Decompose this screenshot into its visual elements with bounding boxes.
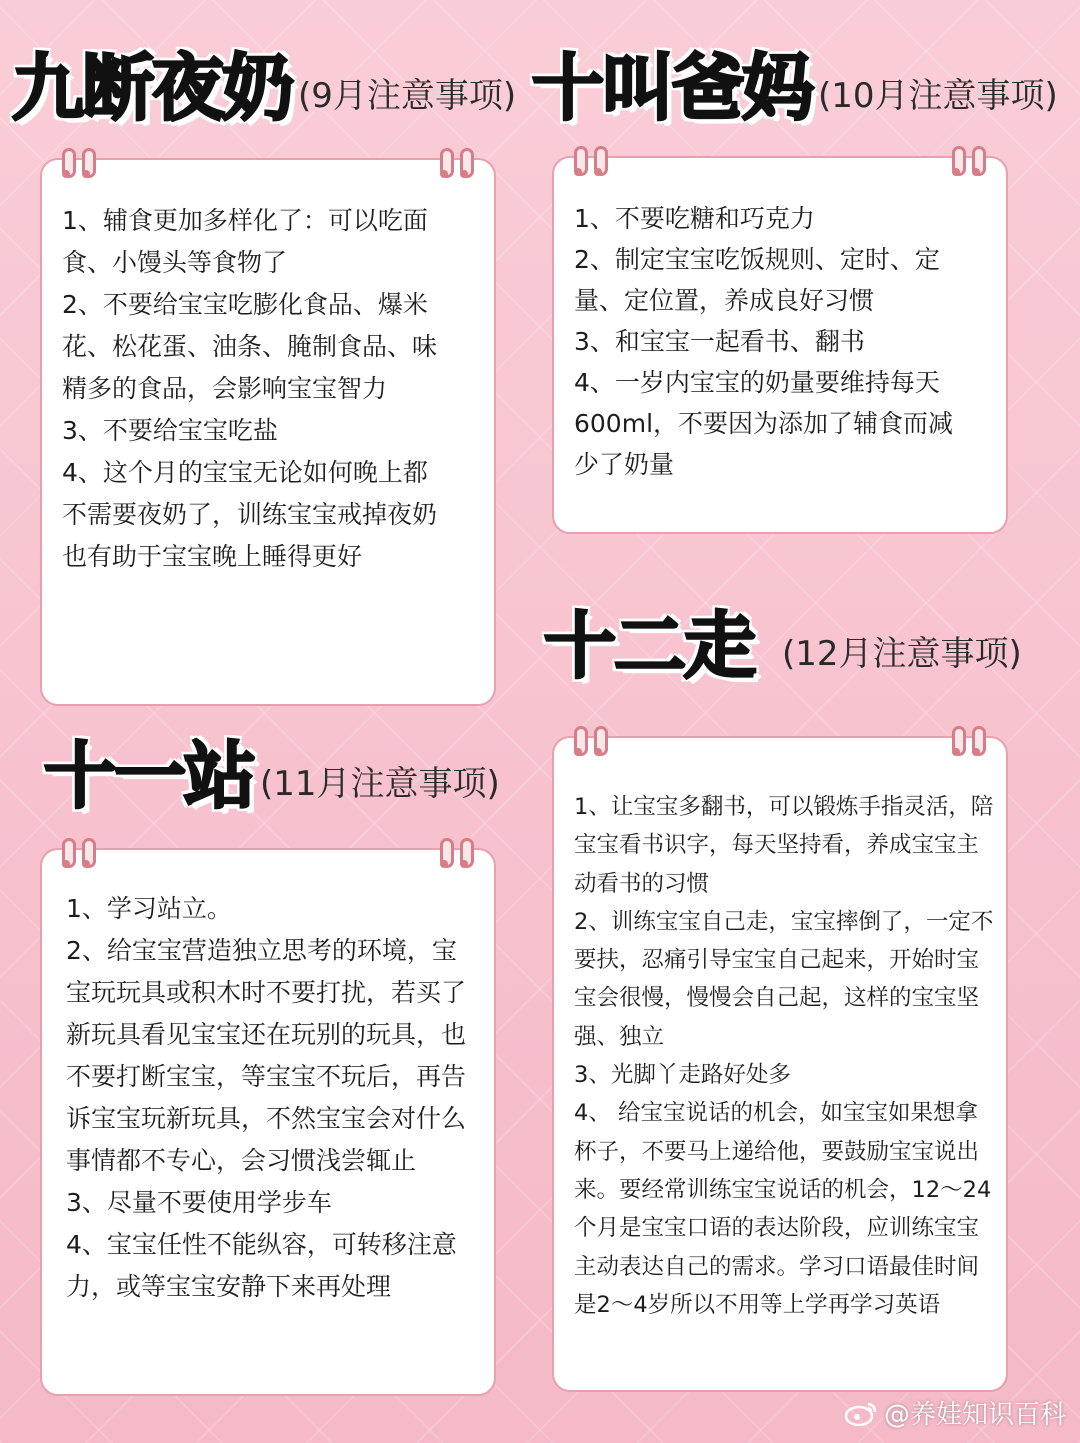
ring-icon — [460, 148, 474, 178]
list-item: 1、不要吃糖和巧克力 — [574, 204, 815, 233]
section-10-list — [574, 198, 974, 485]
section-10-card — [552, 156, 1008, 534]
section-9-heading — [12, 46, 517, 130]
section-12-subtitle: (12月注意事项) — [782, 633, 1022, 674]
ring-icon — [952, 146, 966, 176]
ring-icon — [82, 838, 96, 868]
list-item: 4、这个月的宝宝无论如何晚上都不需要夜奶了，训练宝宝戒掉夜奶也有助于宝宝晚上睡得更好 — [62, 458, 438, 571]
section-10-heading — [532, 46, 1058, 130]
section-12-heading — [544, 604, 1022, 688]
list-item: 2、训练宝宝自己走，宝宝摔倒了，一定不要扶，忍痛引导宝宝自己起来，开始时宝宝会很慢，慢慢会自己起，这样的宝宝坚强、独立 — [574, 908, 994, 1050]
list-item: 1、辅食更加多样化了：可以吃面食、小馒头等食物了 — [62, 206, 428, 277]
list-item: 3、尽量不要使用学步车 — [66, 1188, 332, 1217]
ring-icon — [972, 726, 986, 756]
list-item: 3、和宝宝一起看书、翻书 — [574, 327, 865, 356]
ring-icon — [460, 838, 474, 868]
section-10-subtitle: (10月注意事项) — [818, 75, 1058, 116]
weibo-icon — [844, 1400, 878, 1426]
watermark-text: @养娃知识百科 — [883, 1400, 1066, 1430]
section-12-list — [574, 788, 994, 1324]
list-item: 1、学习站立。 — [66, 894, 232, 923]
list-item: 4、 给宝宝说话的机会，如宝宝如果想拿杯子，不要马上递给他，要鼓励宝宝说出来。要经常训练宝宝说话的机会，12～24个月是宝宝口语的表达阶段，应训练宝宝主动表达自己的需求。学习口语最佳时间是2～4岁所以不用等上学再学习英语 — [574, 1100, 992, 1318]
list-item: 2、不要给宝宝吃膨化食品、爆米花、松花蛋、油条、腌制食品、味精多的食品，会影响宝宝智力 — [62, 290, 438, 403]
list-item: 3、不要给宝宝吃盐 — [62, 416, 278, 445]
ring-icon — [62, 838, 76, 868]
list-item: 4、一岁内宝宝的奶量要维持每天600ml，不要因为添加了辅食而减少了奶量 — [574, 368, 954, 479]
ring-icon — [82, 148, 96, 178]
ring-icon — [440, 148, 454, 178]
ring-icon — [574, 146, 588, 176]
section-9-list — [62, 200, 452, 578]
list-item: 2、制定宝宝吃饭规则、定时、定量、定位置，养成良好习惯 — [574, 245, 940, 315]
ring-icon — [952, 726, 966, 756]
section-9-card — [40, 158, 496, 706]
section-11-heading — [44, 734, 500, 818]
ring-icon — [62, 148, 76, 178]
ring-icon — [574, 726, 588, 756]
section-11-subtitle: (11月注意事项) — [260, 763, 500, 804]
list-item: 1、让宝宝多翻书，可以锻炼手指灵活，陪宝宝看书识字，每天坚持看，养成宝宝主动看书的习惯 — [574, 794, 994, 897]
section-12-title: 十二走 — [544, 604, 755, 688]
list-item: 2、给宝宝营造独立思考的环境，宝宝玩玩具或积木时不要打扰，若买了新玩具看见宝宝还在玩别的玩具，也不要打断宝宝，等宝宝不玩后，再告诉宝宝玩新玩具，不然宝宝会对什么事情都不专心，会习惯浅尝辄止 — [66, 936, 467, 1175]
section-9-title: 九断夜奶 — [12, 46, 293, 130]
ring-icon — [972, 146, 986, 176]
section-11-title: 十一站 — [44, 734, 255, 818]
ring-icon — [440, 838, 454, 868]
ring-icon — [594, 146, 608, 176]
list-item: 4、宝宝任性不能纵容，可转移注意力，或等宝宝安静下来再处理 — [66, 1230, 457, 1301]
ring-icon — [594, 726, 608, 756]
list-item: 3、光脚丫走路好处多 — [574, 1062, 791, 1089]
section-9-subtitle: (9月注意事项) — [298, 75, 517, 116]
section-12-card — [552, 736, 1008, 1392]
section-10-title: 十叫爸妈 — [532, 46, 813, 130]
section-11-card — [40, 848, 496, 1396]
watermark — [844, 1394, 1066, 1431]
section-11-list — [66, 888, 474, 1308]
